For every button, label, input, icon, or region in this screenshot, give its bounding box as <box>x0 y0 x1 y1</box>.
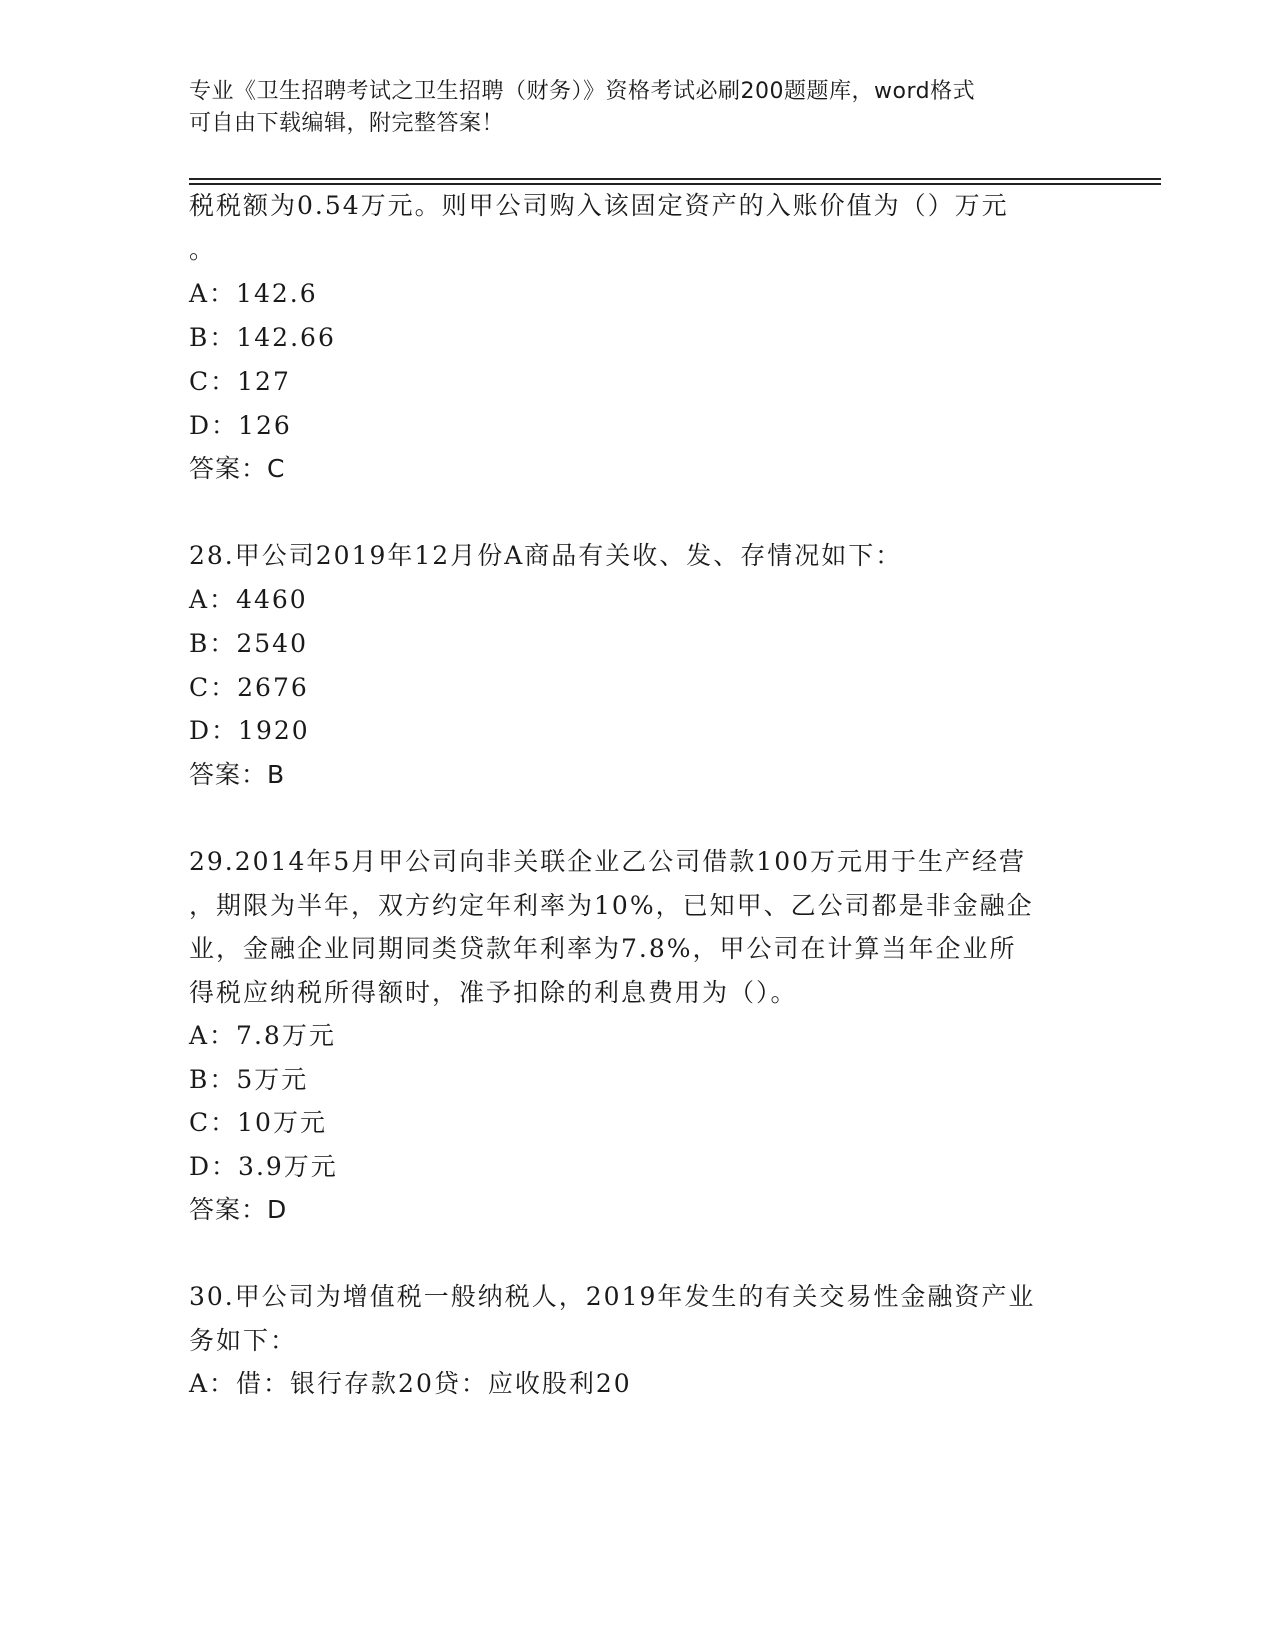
q29-option-b: B：5万元 <box>189 1065 309 1094</box>
q30-text-line-2: 务如下： <box>189 1326 298 1355</box>
q27-option-a: A：142.6 <box>189 279 318 308</box>
q28-text-line-1: 28.甲公司2019年12月份A商品有关收、发、存情况如下： <box>189 541 903 570</box>
q29-text-line-2: ，期限为半年，双方约定年利率为10%，已知甲、乙公司都是非金融企 <box>189 891 1034 920</box>
q28-answer: 答案：B <box>189 760 286 789</box>
q28-option-b: B：2540 <box>189 629 308 658</box>
q27-text-line-1: 税税额为0.54万元。则甲公司购入该固定资产的入账价值为（）万元 <box>189 191 1009 220</box>
q27-text-line-2: 。 <box>189 235 217 264</box>
q27-option-b: B：142.66 <box>189 323 336 352</box>
q30-option-a: A：借：银行存款20贷：应收股利20 <box>189 1369 632 1398</box>
q27-option-d: D：126 <box>189 411 292 440</box>
q29-text-line-3: 业，金融企业同期同类贷款年利率为7.8%，甲公司在计算当年企业所 <box>189 934 1017 963</box>
header-title-line-2: 可自由下载编辑，附完整答案！ <box>189 111 505 136</box>
q29-text-line-1: 29.2014年5月甲公司向非关联企业乙公司借款100万元用于生产经营 <box>189 847 1027 876</box>
q29-option-c: C：10万元 <box>189 1108 327 1137</box>
q29-option-a: A：7.8万元 <box>189 1021 336 1050</box>
q27-answer: 答案：C <box>189 454 286 483</box>
q29-option-d: D：3.9万元 <box>189 1152 338 1181</box>
q28-option-d: D：1920 <box>189 716 310 745</box>
header-rule-top <box>189 178 1161 180</box>
header-rule-bottom <box>189 183 1161 185</box>
q29-text-line-4: 得税应纳税所得额时，准予扣除的利息费用为（）。 <box>189 978 798 1007</box>
q30-text-line-1: 30.甲公司为增值税一般纳税人，2019年发生的有关交易性金融资产业 <box>189 1282 1036 1311</box>
q29-answer: 答案：D <box>189 1195 288 1224</box>
q28-option-a: A：4460 <box>189 585 308 614</box>
q28-option-c: C：2676 <box>189 673 309 702</box>
q27-option-c: C：127 <box>189 367 291 396</box>
header-title-line-1: 专业《卫生招聘考试之卫生招聘（财务）》资格考试必刷200题题库，word格式 <box>189 79 976 104</box>
document-header <box>189 76 1089 140</box>
